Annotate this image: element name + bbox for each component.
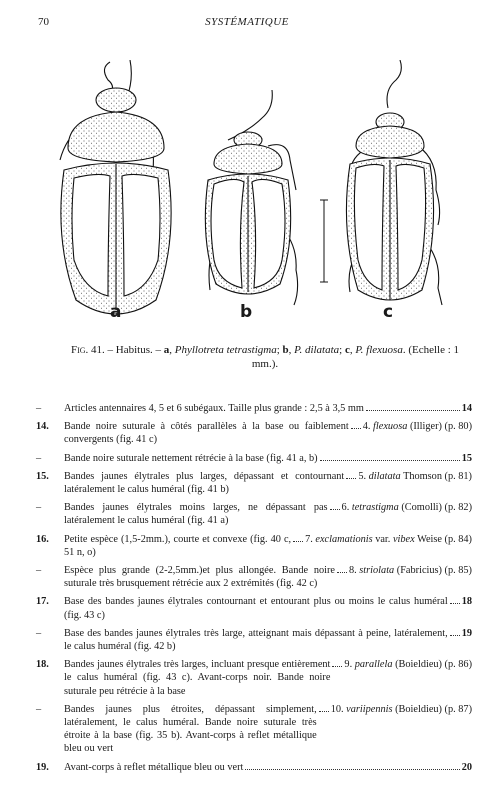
caption-species-b: P. dilatata	[294, 344, 340, 356]
scale-bar	[320, 200, 328, 282]
couplet-text: Base des bandes jaunes élytrales très large, atteignant mais dépassant à peine, latéralement, le calus huméral (fig. 42 b)	[64, 627, 448, 653]
running-title: SYSTÉMATIQUE	[205, 16, 289, 28]
couplet-marker: –	[36, 703, 42, 715]
caption-prefix: – Habitus. –	[104, 344, 164, 356]
species-name: variipennis	[346, 703, 393, 715]
species-name: dilatata	[368, 470, 401, 482]
couplet-number: 19.	[36, 761, 49, 773]
couplet-number: 14.	[36, 421, 49, 433]
key-couplet	[36, 501, 472, 527]
couplet-marker: –	[36, 403, 42, 414]
couplet-text: Petite espèce (1,5-2mm.), courte et convexe (fig. 40 c, 51 n, o)	[64, 533, 292, 558]
caption-letter-a: a	[163, 344, 170, 356]
couplet-reference: 15	[461, 452, 472, 464]
figure-label-a: a	[110, 302, 122, 322]
couplet-marker: –	[36, 502, 42, 514]
species-authority: (Fabricius) (p. 85)	[396, 565, 472, 577]
beetle-c-drawing	[346, 60, 442, 305]
beetle-b-drawing	[205, 90, 297, 305]
species-number: 8.	[348, 565, 357, 577]
species-number: 5.	[358, 470, 367, 482]
caption-species-a: Phyllotreta tetrastigma	[174, 344, 277, 356]
key-couplet	[36, 564, 472, 590]
species-authority: (Boieldieu) (p. 86)	[395, 659, 472, 671]
figure-caption: Fig. 41. – Habitus. – a, Phyllotreta tetrastigma; b, P. dilatata; c, P. flexuosa. (Echelle : 1 mm.).	[70, 344, 460, 370]
couplet-reference: 14	[461, 403, 472, 414]
identification-key	[36, 402, 472, 779]
species-name: parallela	[354, 659, 393, 671]
couplet-text: Bande noire suturale à côtés parallèles à la base ou faiblement convergents (fig. 41 c)	[64, 421, 349, 446]
key-couplet	[36, 595, 472, 621]
couplet-text: Bandes jaunes élytrales moins larges, ne dépassant pas latéralement le calus huméral (fig. 41 a)	[64, 502, 328, 527]
key-couplet	[36, 420, 472, 446]
caption-species-c: P. flexuosa	[355, 344, 403, 356]
couplet-text: Bande noire suturale nettement rétrécie à la base (fig. 41 a, b)	[64, 452, 318, 464]
couplet-marker: –	[36, 565, 42, 577]
couplet-number: 15.	[36, 470, 49, 482]
couplet-number: 17.	[36, 596, 49, 608]
key-couplet	[36, 533, 472, 559]
couplet-reference: 19	[461, 627, 472, 639]
figure-label-c: c	[383, 302, 394, 322]
page-number: 70	[38, 16, 49, 28]
couplet-text: Bandes jaunes plus étroites, dépassant simplement, latéralement, le calus huméral. Bande noire suturale très étroite à la base (fig. 35 b). Avant-corps à reflet métallique bleu ou vert	[64, 703, 317, 755]
caption-letter-b: b	[282, 344, 289, 356]
species-name: tetrastigma	[351, 502, 399, 514]
key-couplet	[36, 402, 472, 415]
species-name: flexuosa	[373, 421, 408, 433]
species-name: exclamationis	[315, 533, 373, 545]
species-number: 7.	[305, 533, 313, 545]
key-couplet	[36, 658, 472, 698]
species-name: striolata	[359, 565, 395, 577]
couplet-marker: –	[36, 627, 42, 639]
key-couplet	[36, 470, 472, 496]
couplet-text: Articles antennaires 4, 5 et 6 subégaux. Taille plus grande : 2,5 à 3,5 mm	[64, 403, 364, 414]
couplet-text: Base des bandes jaunes élytrales contournant et entourant plus ou moins le calus huméral (fig. 43 c)	[64, 596, 448, 621]
couplet-reference: 18	[461, 596, 472, 608]
species-number: 10.	[330, 703, 344, 715]
species-number: 9.	[344, 659, 353, 671]
couplet-number: 18.	[36, 659, 49, 671]
species-variety-name: vibex	[392, 533, 415, 545]
key-couplet	[36, 761, 472, 774]
species-authority: Weise (p. 84)	[417, 533, 472, 545]
couplet-number: 16.	[36, 533, 49, 545]
species-number: 4.	[362, 421, 371, 433]
species-authority: Thomson (p. 81)	[403, 470, 472, 482]
key-couplet	[36, 627, 472, 653]
key-couplet	[36, 703, 472, 756]
caption-fig-label: Fig. 41.	[70, 344, 105, 356]
key-couplet	[36, 452, 472, 465]
figure-label-b: b	[240, 302, 253, 322]
couplet-text: Bandes jaunes élytrales très larges, incluant presque entièrement le calus huméral (fig. 43 c). Avant-corps noir. Bande noire suturale peu rétrécie à la base	[64, 659, 331, 697]
species-authority: (Comolli) (p. 82)	[401, 502, 472, 514]
species-number: 6.	[341, 502, 350, 514]
couplet-text: Espèce plus grande (2-2,5mm.)et plus allongée. Bande noire suturale très brusquement rétrécie aux 2 extrémités (fig. 42 c)	[64, 565, 335, 590]
species-authority: (Illiger) (p. 80)	[409, 421, 472, 433]
couplet-marker: –	[36, 452, 42, 464]
habitus-figure	[38, 60, 478, 330]
species-authority: (Boieldieu) (p. 87)	[395, 703, 472, 715]
caption-scale: . (Echelle : 1 mm.).	[251, 344, 460, 370]
couplet-text: Bandes jaunes élytrales plus larges, dépassant et contournant latéralement le calus huméral (fig. 41 b)	[64, 470, 345, 496]
beetle-a-drawing	[60, 60, 171, 314]
caption-letter-c: c	[344, 344, 350, 356]
species-variety-label: var.	[375, 533, 391, 545]
couplet-reference: 20	[461, 761, 472, 773]
couplet-text: Avant-corps à reflet métallique bleu ou vert	[64, 761, 244, 773]
